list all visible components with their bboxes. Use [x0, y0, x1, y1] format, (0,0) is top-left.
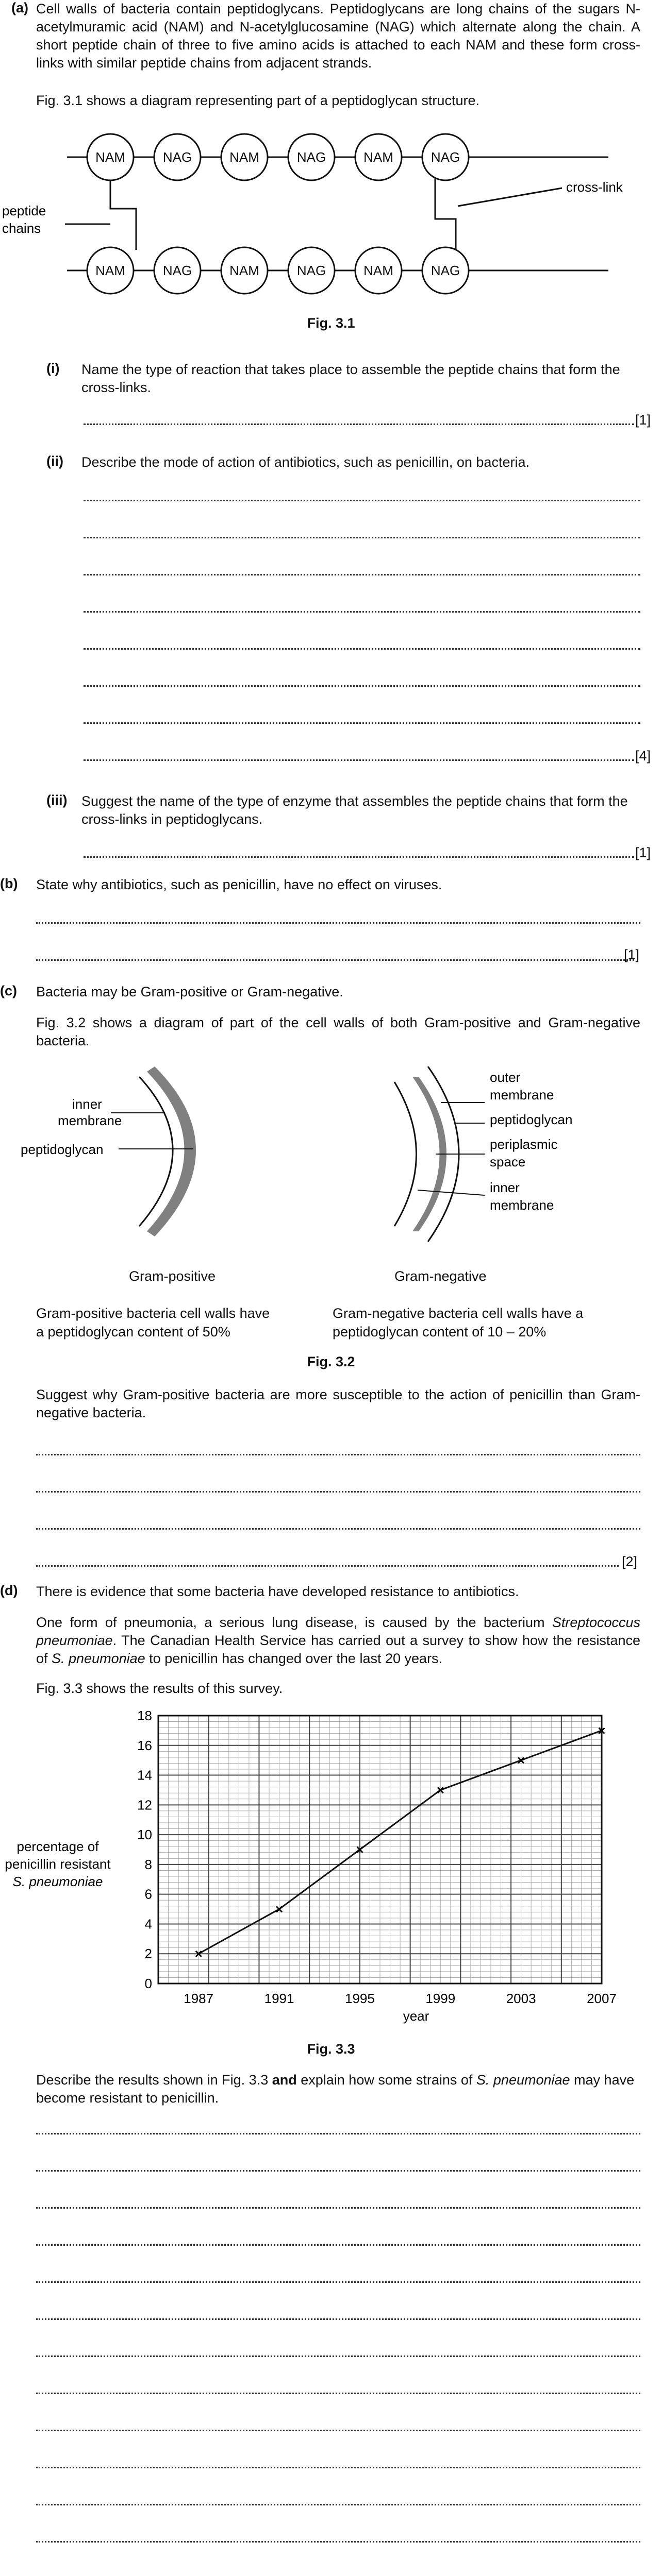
- gn-note-1: Gram-negative bacteria cell walls have a: [333, 1306, 584, 1321]
- y-tick-label: 16: [137, 1737, 152, 1753]
- gn-periplasmic-label-1: periplasmic: [490, 1137, 558, 1152]
- gn-note-2: peptidoglycan content of 10 – 20%: [333, 1324, 547, 1340]
- answer-line[interactable]: [36, 2430, 640, 2431]
- answer-line[interactable]: [36, 2244, 640, 2246]
- answer-line[interactable]: [36, 1454, 640, 1455]
- data-point: ×: [194, 1946, 203, 1962]
- sugar-label: NAG: [296, 263, 326, 278]
- fig31-peptidoglycan-diagram: [0, 124, 662, 309]
- y-tick-label: 8: [144, 1856, 152, 1872]
- answer-line[interactable]: [36, 2541, 640, 2543]
- fig32-caption: Fig. 3.2: [307, 1354, 355, 1369]
- answer-line[interactable]: [84, 722, 640, 724]
- part-b-label: (b): [0, 876, 18, 891]
- y-tick-label: 14: [137, 1767, 152, 1783]
- sugar-label: NAM: [363, 263, 393, 278]
- answer-line[interactable]: [84, 611, 640, 613]
- part-c-text: Bacteria may be Gram-positive or Gram-negative.: [36, 984, 343, 999]
- answer-line[interactable]: [84, 574, 640, 575]
- y-tick-label: 10: [137, 1827, 152, 1843]
- fig32-intro: Fig. 3.2 shows a diagram of part of the cell walls of both Gram-positive and Gram-negative bacteria.: [36, 1015, 640, 1048]
- part-c-question: Suggest why Gram-positive bacteria are more susceptible to the action of penicillin than Gram-negative bacteria.: [36, 1387, 640, 1420]
- x-tick-label: 2007: [587, 1991, 617, 2006]
- q-iii-marks: [1]: [635, 845, 651, 860]
- answer-line[interactable]: [36, 2355, 640, 2357]
- gn-peptidoglycan-label: peptidoglycan: [490, 1112, 573, 1127]
- sugar-label: NAG: [162, 263, 192, 278]
- answer-line[interactable]: [36, 922, 640, 924]
- fig33-resistance-chart: [0, 1705, 662, 2035]
- answer-line[interactable]: [36, 2467, 640, 2468]
- fig31-caption: Fig. 3.1: [307, 315, 355, 331]
- gn-outer-label-2: membrane: [490, 1087, 554, 1103]
- q-ii-text: Describe the mode of action of antibiotics, such as penicillin, on bacteria.: [81, 454, 529, 470]
- sugar-label: NAG: [296, 149, 326, 165]
- part-b-marks: [1]: [624, 947, 640, 962]
- sugar-label: NAG: [431, 263, 460, 278]
- sugar-label: NAM: [229, 149, 259, 165]
- q-iii-text: Suggest the name of the type of enzyme that assembles the peptide chains that form the cross-links in peptidoglycans.: [81, 793, 628, 827]
- x-tick-label: 1999: [425, 1991, 456, 2006]
- answer-line[interactable]: [36, 2281, 640, 2283]
- x-tick-label: 1991: [264, 1991, 294, 2006]
- fig33-intro: Fig. 3.3 shows the results of this survey.: [36, 1681, 283, 1696]
- gn-inner-label-1: inner: [490, 1180, 520, 1195]
- x-tick-label: 1987: [184, 1991, 214, 2006]
- ylabel-3: S. pneumoniae: [12, 1874, 103, 1889]
- q-ii-num: (ii): [46, 453, 63, 469]
- ylabel-1: percentage of: [16, 1839, 99, 1854]
- data-point: ×: [356, 1842, 364, 1857]
- crosslink-label: cross-link: [566, 179, 623, 195]
- answer-line[interactable]: [36, 2207, 640, 2209]
- answer-line[interactable]: [84, 648, 640, 650]
- answer-line[interactable]: [36, 959, 634, 961]
- part-b-text: State why antibiotics, such as penicillin, have no effect on viruses.: [36, 877, 442, 892]
- answer-line[interactable]: [84, 500, 640, 501]
- data-point: ×: [436, 1782, 444, 1798]
- sugar-label: NAM: [95, 149, 125, 165]
- answer-line[interactable]: [84, 759, 634, 761]
- gn-inner-label-2: membrane: [490, 1197, 554, 1213]
- ylabel-2: penicillin resistant: [5, 1856, 111, 1872]
- part-a-intro: Cell walls of bacteria contain peptidoglycans. Peptidoglycans are long chains of the sugars N-acetylmuramic acid (NAM) and N-acetylglucosamine (NAG) which alternate along the chain. A short peptide chain of three to five amino acids is attached to each NAM and these form cross-links with similar peptide chains from adjacent strands.: [36, 1, 640, 71]
- part-d-text1: There is evidence that some bacteria have developed resistance to antibiotics.: [36, 1584, 519, 1599]
- answer-line[interactable]: [36, 1528, 640, 1530]
- sugar-label: NAG: [431, 149, 460, 165]
- fig31-intro: Fig. 3.1 shows a diagram representing part of a peptidoglycan structure.: [36, 93, 479, 108]
- x-tick-label: 2003: [506, 1991, 536, 2006]
- answer-line[interactable]: [36, 1491, 640, 1493]
- gp-note-1: Gram-positive bacteria cell walls have: [36, 1306, 270, 1321]
- y-tick-label: 0: [144, 1976, 152, 1991]
- sugar-label: NAM: [229, 263, 259, 278]
- gp-title: Gram-positive: [129, 1268, 216, 1284]
- gp-inner-label-1: inner: [72, 1096, 102, 1112]
- y-tick-label: 12: [137, 1797, 152, 1813]
- gn-outer-label-1: outer: [490, 1070, 521, 1085]
- answer-line[interactable]: [84, 537, 640, 538]
- part-d-label: (d): [0, 1583, 18, 1598]
- gp-peptidoglycan-label: peptidoglycan: [21, 1142, 104, 1157]
- y-tick-label: 4: [144, 1916, 152, 1932]
- answer-line[interactable]: [84, 423, 634, 425]
- answer-line[interactable]: [36, 2504, 640, 2505]
- fig32-cell-wall-diagram: [0, 1066, 662, 1262]
- answer-line[interactable]: [84, 685, 640, 687]
- q-i-num: (i): [46, 361, 60, 376]
- q-i-text: Name the type of reaction that takes place to assemble the peptide chains that form the cross-links.: [81, 362, 620, 395]
- q-iii-num: (iii): [46, 792, 68, 808]
- answer-line[interactable]: [84, 856, 634, 858]
- x-tick-label: 1995: [344, 1991, 375, 2006]
- part-c-marks: [2]: [622, 1554, 638, 1569]
- answer-line[interactable]: [36, 2393, 640, 2394]
- data-point: ×: [275, 1901, 284, 1917]
- part-c-label: (c): [0, 983, 17, 998]
- xlabel: year: [403, 2008, 429, 2024]
- gn-periplasmic-label-2: space: [490, 1154, 526, 1170]
- peptide-label-2: chains: [2, 221, 41, 236]
- answer-line[interactable]: [36, 2170, 640, 2172]
- part-a-label: (a): [11, 0, 28, 15]
- q-i-marks: [1]: [635, 412, 651, 428]
- gp-inner-label-2: membrane: [58, 1113, 122, 1128]
- part-d-text2: One form of pneumonia, a serious lung disease, is caused by the bacterium Streptococcus pneumoniae. The Canadian Health Service has carried out a survey to show how the resistance of S. pneumoniae to penicillin has changed over the last 20 years.: [36, 1615, 640, 1666]
- sugar-label: NAG: [162, 149, 192, 165]
- answer-line[interactable]: [36, 2318, 640, 2320]
- gn-title: Gram-negative: [394, 1268, 487, 1284]
- gp-note-2: a peptidoglycan content of 50%: [36, 1324, 230, 1340]
- fig33-caption: Fig. 3.3: [307, 2041, 355, 2057]
- y-tick-label: 2: [144, 1946, 152, 1962]
- part-d-question: Describe the results shown in Fig. 3.3 and explain how some strains of S. pneumoniae may have become resistant to penicillin.: [36, 2072, 635, 2106]
- q-ii-marks: [4]: [635, 748, 651, 764]
- y-tick-label: 18: [137, 1708, 152, 1723]
- y-tick-label: 6: [144, 1886, 152, 1902]
- sugar-label: NAM: [95, 263, 125, 278]
- answer-line[interactable]: [36, 1565, 619, 1567]
- answer-line[interactable]: [36, 2133, 640, 2134]
- peptide-label-1: peptide: [2, 203, 46, 218]
- sugar-label: NAM: [363, 149, 393, 165]
- data-point: ×: [598, 1722, 606, 1738]
- data-point: ×: [517, 1752, 525, 1768]
